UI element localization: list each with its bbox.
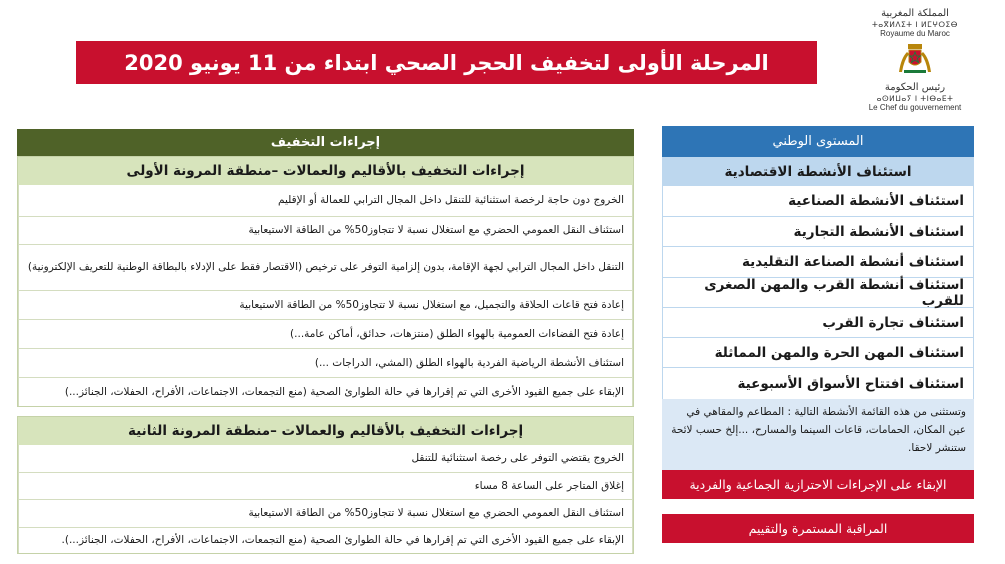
activity-item: استئناف الأنشطة الصناعية <box>663 186 973 217</box>
logo-kingdom-french: Royaume du Maroc <box>880 29 950 38</box>
activity-item: استئناف أنشطة الصناعة التقليدية <box>663 247 973 278</box>
relief-measures-header <box>17 129 634 156</box>
zone2-item: إغلاق المتاجر على الساعة 8 مساء <box>18 473 633 500</box>
zone1-item: إعادة فتح قاعات الحلاقة والتجميل، مع استغلال نسبة لا تتجاوز50% من الطاقة الاستيعابية <box>18 291 633 320</box>
page-title-bar <box>76 41 817 84</box>
logo-head-gov-arabic: رئيس الحكومة <box>884 82 946 93</box>
zone1-section <box>17 156 634 407</box>
zone1-title-label: إجراءات التخفيف بالأقاليم والعمالات –منطقة المرونة الأولى <box>126 163 525 179</box>
activity-item: استئناف أنشطة القرب والمهن الصغرى للقرب <box>663 278 973 308</box>
activity-item: استئناف المهن الحرة والمهن المماثلة <box>663 338 973 368</box>
monitoring-banner <box>662 514 974 543</box>
logo-kingdom-arabic: المملكة المغربية <box>881 8 949 19</box>
economic-activities-subheader <box>662 157 974 186</box>
logo-head-gov-french: Le Chef du gouvernement <box>868 103 962 112</box>
page-title: المرحلة الأولى لتخفيف الحجر الصحي ابتداء من 11 يونيو 2020 <box>124 50 769 75</box>
zone1-item: التنقل داخل المجال الترابي لجهة الإقامة، بدون إلزامية التوفر على ترخيص (الاقتصار فقط على الإدلاء بالبطاقة الوطنية للتعريف الإلكترونية) <box>18 245 633 291</box>
relief-measures-header-label: إجراءات التخفيف <box>270 135 381 150</box>
economic-activities-subheader-label: استئناف الأنشطة الاقتصادية <box>724 163 912 180</box>
coat-of-arms-icon <box>895 42 935 76</box>
zone1-title <box>18 157 633 185</box>
zone2-section <box>17 416 634 554</box>
zone2-item: استئناف النقل العمومي الحضري مع استغلال نسبة لا تتجاوز50% من الطاقة الاستيعابية <box>18 500 633 528</box>
zone1-item: الإبقاء على جميع القيود الأخرى التي تم إقرارها في حالة الطوارئ الصحية (منع التجمعات، الاجتماعات، الأفراح، الحفلات، الجنائز...) <box>18 378 633 406</box>
zone1-item: استئناف الأنشطة الرياضية الفردية بالهواء الطلق (المشي، الدراجات ...) <box>18 349 633 378</box>
zone2-item: الإبقاء على جميع القيود الأخرى التي تم إقرارها في حالة الطوارئ الصحية (منع التجمعات، الاجتماعات، الأفراح، الحفلات، الجنائز...). <box>18 528 633 553</box>
keep-precautions-label: الإبقاء على الإجراءات الاحترازية الجماعية والفردية <box>689 477 947 492</box>
resumed-activities-list <box>662 186 974 399</box>
national-level-header-label: المستوى الوطني <box>772 134 864 149</box>
monitoring-label: المراقبة المستمرة والتقييم <box>748 521 888 536</box>
zone2-title <box>18 417 633 445</box>
zone1-item: إعادة فتح الفضاءات العمومية بالهواء الطلق (منتزهات، حدائق، أماكن عامة...) <box>18 320 633 349</box>
logo-head-gov-tifinagh: ⴰⵙⵍⵡⴰⵢ ⵏ ⵜⵏⴱⴰⴹⵜ <box>876 94 954 103</box>
zone2-title-label: إجراءات التخفيف بالأقاليم والعمالات –منطقة المرونة الثانية <box>127 423 524 439</box>
activity-item: استئناف افتتاح الأسواق الأسبوعية <box>663 368 973 399</box>
zone1-item: استئناف النقل العمومي الحضري مع استغلال نسبة لا تتجاوز50% من الطاقة الاستيعابية <box>18 217 633 245</box>
keep-precautions-banner <box>662 470 974 499</box>
logo-kingdom-tifinagh: ⵜⴰⴳⵍⴷⵉⵜ ⵏ ⵍⵎⵖⵔⵉⴱ <box>872 20 958 29</box>
government-logo <box>850 8 980 112</box>
activity-item: استئناف الأنشطة التجارية <box>663 217 973 247</box>
excluded-activities-note: وتستثنى من هذه القائمة الأنشطة التالية : المطاعم والمقاهي في عين المكان، الحمامات، قاعات السينما والمسارح، ...إلخ حسب لائحة ستنشر لاحقا. <box>662 399 974 470</box>
national-level-header <box>662 126 974 157</box>
activity-item: استئناف تجارة القرب <box>663 308 973 338</box>
zone1-item: الخروج دون حاجة لرخصة استثنائية للتنقل داخل المجال الترابي للعمالة أو الإقليم <box>18 185 633 217</box>
zone2-item: الخروج يقتضي التوفر على رخصة استثنائية للتنقل <box>18 445 633 473</box>
